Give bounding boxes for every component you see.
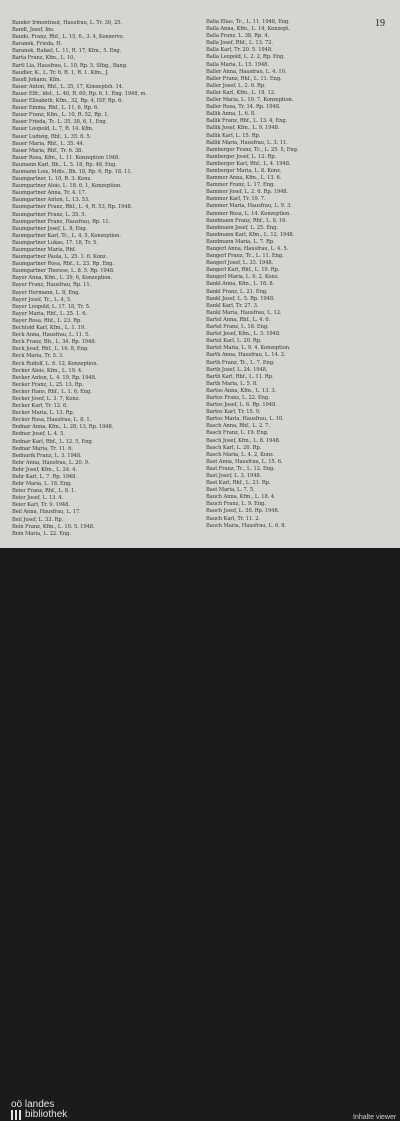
directory-entry: Balla Karl, Tr. 20. 5. 1948. xyxy=(206,47,273,54)
directory-entry: Bartel Karl, L. 20. Rp. xyxy=(206,338,262,345)
directory-entry: Bayer Anna, Kfm., L. 29, 6, Konzeption. xyxy=(12,275,113,282)
directory-entry: Bangerl Karl, Rhf., L. 19. Rp. xyxy=(206,267,280,274)
directory-entry: Basch Franz, L. 19. Eng. xyxy=(206,430,269,437)
directory-entry: Bartos Anna, Kfm., L. 13. 3. xyxy=(206,387,277,394)
directory-entry: Bednarik Franz, L. 3. 1948. xyxy=(12,452,82,459)
directory-entry: Bayer Franz, Hausfrau, Rp. 11. xyxy=(12,282,92,289)
directory-entry: Barth Anna, Hausfrau, L. 14. 2. xyxy=(206,352,286,359)
directory-entry: Bammer Karl, Tr. 19. 7. xyxy=(206,196,266,203)
directory-entry: Bauer Franz, Kfm., L. 10, R. 52, Rp. 1. xyxy=(12,112,109,119)
directory-entry: Bauer Frieda, Tc. L. 35, 38, 6, 1, Eng. xyxy=(12,119,108,126)
directory-entry: Beier Franz, Rhf., L. 8. 1. xyxy=(12,488,76,495)
directory-entry: Bangerl Josef, L. 33. 1948. xyxy=(206,260,274,267)
directory-entry: Bamberger Franz, Tc., L. 25. 5, Eng. xyxy=(206,146,299,153)
directory-entry: Bangerl Anna, Hausfrau, L. 4. 5. xyxy=(206,246,289,252)
directory-entry: Bauer Maria, Rhf., Tr. 6. 38. xyxy=(12,147,83,154)
directory-entry: Bauer Maria, Rhf., L. 35. 44. xyxy=(12,140,85,147)
directory-entry: Beil Josef, L. 33. Rp. xyxy=(12,516,64,523)
directory-entry: Bauch Franz, L. 9. Eng. xyxy=(206,501,266,508)
directory-entry: Bayer Maria, Rhf., L. 25. 1. 6. xyxy=(12,310,87,317)
directory-entry: Bauer Emma, Rhf., L. 11, 6, Rp. 6. xyxy=(12,105,99,112)
directory-entry: Behr Anna, Hausfrau, L. 20. 9. xyxy=(12,459,90,466)
scanned-page xyxy=(0,0,400,548)
directory-entry: Bednar Josef, L. 4. 5. xyxy=(12,431,65,438)
directory-entry: Bartl Lia, Hausfrau, L. 10, Rp. 5, Stbg., Bang. xyxy=(12,62,128,69)
directory-entry: Bartos Maria, Hausfrau, L. 10. xyxy=(206,416,284,423)
directory-entry: Bangerl Maria, L. 6. 2, Konz. xyxy=(206,274,279,281)
directory-entry: Baumgartner Franz, Hausfrau, Rp. 11. xyxy=(12,218,111,225)
directory-entry: Bayer Josef, Tc., L. 4, 5. xyxy=(12,296,72,303)
directory-entry: Behr Maria, L. 18. Eng. xyxy=(12,481,72,488)
directory-entry: Bankl Josef, L. 5. Rp. 1948. xyxy=(206,295,275,302)
directory-entry: Balla Franz, L. 38, Rp. 4. xyxy=(206,33,270,40)
directory-entry: Basch Karl, L. 26. Rp. xyxy=(206,444,262,451)
directory-entry: Bauch Josef, L. 30. Rp. 1948. xyxy=(206,508,280,515)
page-number: 19 xyxy=(375,18,385,29)
directory-entry: Bast Anna, Hausfrau, L. 15. 6. xyxy=(206,458,283,465)
directory-entry: Bamberger Karl, Rhf., L. 4. 1948. xyxy=(206,160,291,167)
directory-entry: Ballik Josef, Kfm., L. 9. 1948. xyxy=(206,125,280,132)
directory-column-left xyxy=(12,20,188,538)
directory-entry: Baudl Johann, Kfm. xyxy=(12,76,62,83)
directory-entry: Bayer Leopold, L. 17. 18, Tr. 5. xyxy=(12,303,91,310)
directory-entry: Barth Maria, L. 5. 8. xyxy=(206,380,258,387)
directory-entry: Ballik Franz, Rhf., L. 13. 4, Eng. xyxy=(206,118,288,125)
directory-entry: Baumgartner Anna, Tr. 4. 17. xyxy=(12,190,87,197)
directory-entry: Baller Maria, L. 10. 7, Konzeption. xyxy=(206,97,294,104)
directory-entry: Bauer Elisabeth, Kfm., 32, Rp. 4, ISF, Rp. 6. xyxy=(12,98,123,105)
directory-entry: Baumgartner Anton, L. 13. 53. xyxy=(12,197,90,204)
directory-entry: Bednar Maria, Tr. 11. 6. xyxy=(12,445,73,452)
directory-entry: Beil Anna, Hausfrau, L. 17. xyxy=(12,509,81,516)
directory-entry: Bednar Anna, Kfm., L. 28, 13, Rp. 1948. xyxy=(12,424,114,431)
directory-entry: Bankl Karl, Tr. 27. 3. xyxy=(206,302,259,309)
directory-entry: Baumann Lois, Mdls., Bh. 18, Rp. 6, Rp. 18. 11. xyxy=(12,168,133,175)
directory-entry: Becker Karl, Tr. 12. 6. xyxy=(12,403,68,410)
directory-entry: Baranek, Rafael, L. 11, R. 17, Kfm., 5. Eng. xyxy=(12,48,122,55)
directory-entry: Beier Josef, L. 13. 4. xyxy=(12,495,64,502)
directory-entry: Baumgartner Josef, L. 8, Eng. xyxy=(12,225,88,232)
directory-entry: Bandl, Josef, Ins. xyxy=(12,27,55,34)
directory-entry: Bayer Hermann, L. 8, Eng. xyxy=(12,289,81,296)
directory-entry: Basch Josef, Kfm., L. 8. 1948. xyxy=(206,437,281,444)
directory-entry: Bandmann Franz, Rhf., L. 8. 16. xyxy=(206,217,287,224)
directory-entry: Becker Josef, L. 3. 7, Konz. xyxy=(12,395,80,402)
directory-entry: Baumgartner, L. 10, R. 3. Konz. xyxy=(12,176,92,183)
directory-entry: Bauer Ludwig, Rhf., L. 35. 6. 5. xyxy=(12,133,92,140)
directory-entry: Barth Franz, Tc., L. 7. Eng. xyxy=(206,359,275,366)
directory-entry: Baller Karl, Kfm., L. 18. 12. xyxy=(206,89,276,96)
directory-entry: Beck Maria, Tr. 5. 3. xyxy=(12,353,64,360)
directory-entry: Bankl Anna, Kfm., L. 16. 8. xyxy=(206,281,275,288)
directory-entry: Baller Josef, L. 2. 6. Rp. xyxy=(206,82,266,89)
directory-entry: Baranek, Frieda, H. xyxy=(12,41,63,48)
directory-entry: Bartos Josef, L. 6. Rp. 1948. xyxy=(206,402,277,409)
directory-entry: Bartos Franz, L. 22. Eng. xyxy=(206,394,270,401)
directory-entry: Bauer Elfr., ldst., L. 40, R. 60, Rp. 6, 1. Eng. 1948, m. xyxy=(12,90,147,97)
directory-entry: Ballik Anna, L. 6. 8. xyxy=(206,111,256,118)
library-logo[interactable] xyxy=(11,1100,67,1120)
directory-entry: Baumgartner Karl, Tc., L. 4, 5, Konzeption. xyxy=(12,232,121,239)
directory-entry: Bast Franz, Tc., L. 12. Eng. xyxy=(206,465,275,472)
directory-entry: Bauch Karl, Tr. 11. 2. xyxy=(206,515,260,522)
directory-entry: Bein Franz, Kfm., L. 10. 5. 1948. xyxy=(12,523,95,530)
directory-entry: Baller Franz, Rhf., L. 11. Eng. xyxy=(206,75,282,82)
directory-entry: Baumann Karl, Bh., L. 5. 18, Rp. 48, Eng. xyxy=(12,161,117,168)
directory-entry: Ballik Maria, Hausfrau, L. 3. 11. xyxy=(206,139,288,146)
directory-entry: Balla Anna, Kfm., L. 14, Konzept. xyxy=(206,26,290,33)
directory-entry: Baudler, K., L. Tr. 6, R. 1, R. 1. Kfm., J. xyxy=(12,69,109,76)
directory-entry: Bartel Franz, L. 18. Eng. xyxy=(206,324,269,331)
directory-entry: Bamberger Maria, L. 8. Konz. xyxy=(206,167,282,174)
directory-entry: Becker Rosa, Hausfrau, L. 8. 1. xyxy=(12,417,92,424)
directory-entry: Bankl Franz, L. 21. Eng. xyxy=(206,288,268,295)
directory-entry: Bechtold Karl, Kfm., L. 1. 19. xyxy=(12,325,86,332)
directory-entry: Basch Anna, Rhf., L. 2. 7. xyxy=(206,423,270,430)
directory-entry: Bauch Anna, Kfm., L. 18. 4. xyxy=(206,494,276,501)
directory-entry: Basch Maria, L. 4. 2, Konz. xyxy=(206,451,275,458)
directory-entry: Becker Anton, L. 4. 19, Rp. 1948. xyxy=(12,374,97,381)
directory-entry: Bauer Anton, Rhf., L. 35, 17, Konzeptsh. 14. xyxy=(12,83,124,90)
directory-entry: Bartos Karl, Tr. 15. 9. xyxy=(206,409,261,416)
directory-entry: Barta Franz, Kfm., L. 10, xyxy=(12,55,75,62)
directory-entry: Bartel Josef, Kfm., L. 3. 1948. xyxy=(206,331,281,338)
directory-entry: Ballik Karl, L. 15. Rp. xyxy=(206,132,261,139)
directory-entry: Bast Josef, L. 3. 1948. xyxy=(206,473,262,479)
directory-entry: Bammer Josef, L. 2. 6. Rp. 1948. xyxy=(206,189,289,196)
directory-entry: Baumgartner Maria, Rhf. xyxy=(12,247,76,253)
directory-entry: Bauer Leopold, L. 7, R. 14. Kfm. xyxy=(12,126,94,133)
directory-entry: Balla Josef, Rhf., L. 13. 72. xyxy=(206,40,273,47)
directory-entry: Bast Karl, Rhf., L. 21. Rp. xyxy=(206,480,271,487)
logo-bars-icon xyxy=(11,1110,23,1120)
directory-entry: Bandmann Maria, L. 7. Rp. xyxy=(206,238,275,245)
directory-entry: Bartel Maria, L. 9. 4, Konzeption. xyxy=(206,345,291,352)
logo-line-2: bibliothek xyxy=(25,1109,68,1120)
directory-entry: Bander Irmentraut, Hausfrau, L. Tr. 39, 25. xyxy=(12,20,123,26)
directory-entry: Baumgartner Paula, L. 25. 1. 6. Konz. xyxy=(12,254,108,261)
directory-entry: Bein Maria, L. 22. Eng. xyxy=(12,530,71,537)
directory-entry: Becker Franz, L. 25. 13. Rp. xyxy=(12,381,84,388)
directory-entry: Baumgartner Lukas, 17. 18, Tr. 5. xyxy=(12,239,98,246)
directory-entry: Bandmann Josef, L. 25. Eng. xyxy=(206,224,278,231)
directory-entry: Beck Rudolf, L. 6. 12, Konzeption. xyxy=(12,360,98,367)
directory-entry: Balia Elias, Tc., L. 11. 1948, Eng. xyxy=(206,19,290,25)
directory-entry: Bednar Karl, Rhf., L. 12. 5, Eng. xyxy=(12,438,94,445)
directory-entry: Bamberger Josef, L. 12. Rp. xyxy=(206,153,276,160)
directory-entry: Beck Josef, Rhf., L. 16. 8, Eng. xyxy=(12,346,89,353)
logo-line-1: oö landes xyxy=(11,1099,55,1110)
directory-entry: Bauch Maria, Hausfrau, L. 6. 8. xyxy=(206,522,287,529)
directory-entry: Becker Maria, L. 13. Rp. xyxy=(12,410,75,417)
directory-entry: Barth Josef, L. 24. 1948. xyxy=(206,366,268,373)
viewer-footer xyxy=(0,548,400,1121)
directory-entry: Bauer Rosa, Kfm., L. 11. Konzeption 1948. xyxy=(12,154,120,161)
directory-entry: Becker Alois, Kfm., L. 19. 4. xyxy=(12,367,83,374)
directory-entry: Bast Maria, L. 7. 5. xyxy=(206,487,255,494)
directory-entry: Baller Anna, Hausfrau, L. 4. 10. xyxy=(206,68,287,75)
directory-entry: Barth Karl, Rhf., L. 11. Rp. xyxy=(206,373,274,380)
directory-entry: Bammer Maria, Hausfrau, L. 9. 3. xyxy=(206,203,292,210)
directory-entry: Bankl Maria, Hausfrau, L. 12. xyxy=(206,309,282,316)
directory-entry: Bammer Rosa, L. 14. Konzeption. xyxy=(206,210,291,217)
directory-entry: Bangerl Franz, Tc., L. 11. Eng. xyxy=(206,253,284,260)
directory-entry: Baumgartner Alois, L. 18. 6, 1, Konzeption. xyxy=(12,183,122,190)
directory-entry: Bammer Franz, L. 17. Eng. xyxy=(206,182,275,189)
directory-entry: Beier Karl, Tr. 9. 1948. xyxy=(12,502,70,509)
viewer-label[interactable]: Inhalte viewer xyxy=(353,1114,397,1121)
directory-entry: Baumgartner Therese, L. 8. 5. Rp. 1948. xyxy=(12,268,115,275)
directory-entry: Baumgartner Franz, L. 35. 5. xyxy=(12,211,87,218)
directory-entry: Baumgartner Rosa, Rhf., L. 23. Rp. Eng. xyxy=(12,261,115,268)
directory-entry: Behr Josef, Kfm., L. 24. 4. xyxy=(12,466,77,473)
directory-entry: Bandmann Karl, Kfm., L. 12. 1948. xyxy=(206,231,295,238)
directory-column-right xyxy=(206,19,382,530)
directory-entry: Beck Franz, Bh., L. 34. Rp. 1948. xyxy=(12,339,96,346)
directory-entry: Baumgartner Franz, Rhf., L. 4, R. 53, Rp. 1948. xyxy=(12,204,133,211)
directory-entry: Beck Anna, Hausfrau, L. 11. 5. xyxy=(12,332,90,339)
directory-entry: Bartel Anna, Rhf., L. 4. 6. xyxy=(206,316,271,323)
directory-entry: Bayer Rosa, Rhf., L. 23. Rp. xyxy=(12,317,82,324)
directory-entry: Bando, Franz, Rhf., L. 15, 6., 3. 4, Konzervo. xyxy=(12,34,125,41)
directory-entry: Becker Hans, Rhf., L. 1. 6. Eng. xyxy=(12,388,92,395)
directory-entry: Baller Rosa, Tr. 14. Rp. 1948. xyxy=(206,104,281,111)
directory-entry: Balla Maria, L. 15. 1948. xyxy=(206,61,269,68)
directory-entry: Bammer Anna, Kfm., L. 13. 6. xyxy=(206,175,282,182)
directory-entry: Balla Leopold, L. 2. 2, Rp. Eng. xyxy=(206,54,285,61)
directory-entry: Behr Karl, L. 7. Rp. 1948. xyxy=(12,474,77,480)
